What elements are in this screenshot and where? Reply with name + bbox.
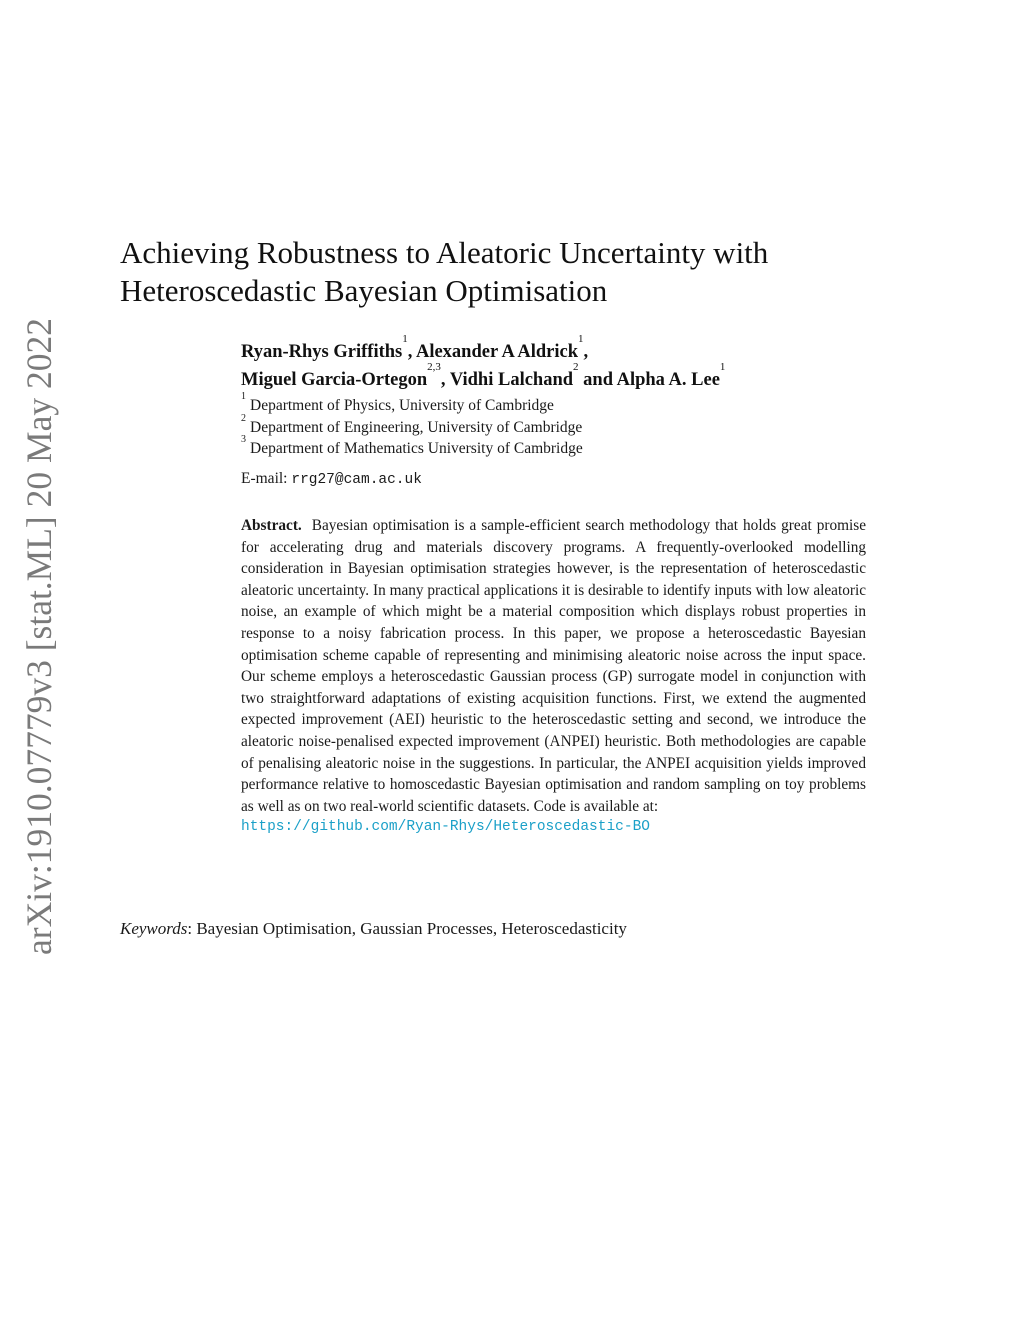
author-line-2 [241,361,901,394]
email-address[interactable]: rrg27@cam.ac.uk [291,472,422,488]
author-name: Vidhi Lalchand [449,370,574,390]
abstract-label: Abstract. [241,517,302,534]
author-affiliation-mark: 2,3 [427,361,441,373]
title-line-2: Heteroscedastic Bayesian Optimisation [120,273,608,308]
affiliation-number: 1 [241,391,246,402]
paper-title [120,234,900,310]
email-label: E-mail: [241,470,288,487]
keywords [120,918,880,940]
arxiv-identifier-stamp: arXiv:1910.07779v3 [stat.ML] 20 May 2022 [19,318,59,955]
affiliation-text: Department of Mathematics University of Cambridge [250,440,583,457]
title-line-1: Achieving Robustness to Aleatoric Uncertainty with [120,235,769,270]
keywords-label: Keywords [120,919,188,938]
keywords-text: : Bayesian Optimisation, Gaussian Processes, Heteroscedasticity [187,919,627,938]
affiliation-text: Department of Engineering, University of Cambridge [250,418,583,436]
affiliation-number: 3 [241,434,246,445]
affiliation-list [241,391,861,460]
author-name: Miguel Garcia-Ortegon [241,370,428,390]
affiliation-text: Department of Physics, University of Cambridge [250,397,554,414]
author-affiliation-mark: 1 [719,361,726,373]
abstract-text: Bayesian optimisation is a sample-efficient search methodology that holds great promise for accelerating drug and materials discovery programs. A frequently-overlooked modelling consideration in Bayesian optimisation strategies however, is the representation of heteroscedastic aleatoric uncertainty. In many practical applications it is desirable to identify inputs with low aleatoric noise, an example of which might be a material composition which displays robust properties in response to a noisy fabrication process. In this paper, we propose a heteroscedastic Bayesian optimisation scheme capable of representing and minimising aleatoric noise across the input space. Our scheme employs a heteroscedastic Gaussian process (GP) surrogate model in conjunction with two straightforward adaptations of existing acquisition functions. First, we extend the augmented expected improvement (AEI) heuristic to the heteroscedastic setting and second, we introduce the aleatoric noise-penalised expected improvement (ANPEI) heuristic. Both methodologies are capable of penalising aleatoric noise in the suggestions. In particular, the ANPEI acquisition yields improved performance relative to homoscedastic Bayesian optimisation and random sampling on toy problems as well as on two real-world scientific datasets. Code is available at: [241,517,866,815]
contact-email [241,469,422,490]
affiliation-item [241,391,861,417]
affiliation-item [241,412,861,439]
affiliation-item [241,434,861,460]
author-affiliation-mark: 2 [573,361,579,373]
author-separator: , [407,342,416,362]
code-repository-link[interactable]: https://github.com/Ryan-Rhys/Heteroscedastic-BO [241,819,650,836]
author-separator: , [583,342,589,362]
author-name: Alpha A. Lee [616,370,720,390]
author-line-1 [241,333,901,366]
author-name: Alexander A Aldrick [415,342,579,362]
author-affiliation-mark: 1 [402,333,408,345]
author-separator: and [578,370,617,390]
abstract [241,515,866,839]
author-separator: , [440,370,450,390]
author-list [241,333,901,394]
author-affiliation-mark: 1 [578,333,584,345]
affiliation-number: 2 [241,412,246,424]
author-name: Ryan-Rhys Griffiths [241,342,403,362]
